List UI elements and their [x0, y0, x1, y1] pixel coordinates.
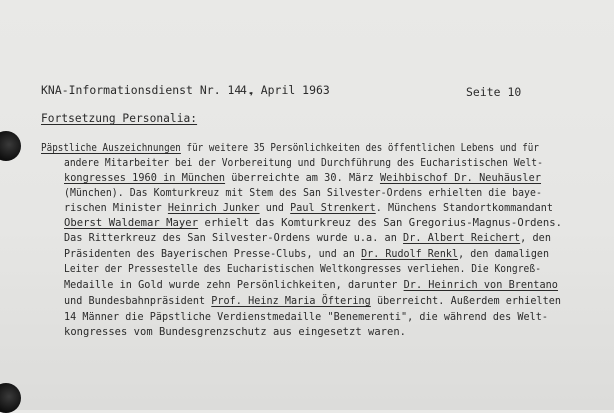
- text-run: für weitere 35 Persönlichkeiten des öffentlichen Lebens und für: [180, 141, 540, 154]
- text-run: überreichte am 30. März: [225, 171, 380, 184]
- underlined-name: Dr. Albert Reichert: [403, 231, 521, 244]
- underlined-name: Paul Strenkert: [290, 201, 376, 214]
- header-publication: KNA-Informationsdienst Nr. 14 ,: [41, 83, 256, 97]
- body-line: [64, 325, 406, 338]
- underlined-name: Prof. Heinz Maria Öftering: [211, 294, 371, 307]
- text-run: Das Ritterkreuz des San Silvester-Ordens wurde u.a. an: [64, 231, 404, 244]
- body-line: [64, 156, 543, 169]
- body-line: [64, 310, 548, 323]
- text-run: (München). Das Komturkreuz mit Stem des San Silvester-Ordens erhielten die baye-: [64, 186, 542, 199]
- body-line: [41, 141, 539, 154]
- text-run: Präsidenten des Bayerischen Presse-Clubs, und an: [64, 247, 362, 260]
- text-run: 14 Männer die Päpstliche Verdienstmedaille "Benemerenti", die während des Welt-: [64, 310, 549, 323]
- body-line: [64, 247, 549, 260]
- text-run: andere Mitarbeiter bei der Vorbereitung und Durchführung des Eucharistischen Welt-: [64, 156, 543, 169]
- text-run: . Münchens Standortkommandant: [375, 201, 553, 214]
- text-run: Medaille in Gold wurde zehn Persönlichkeiten, darunter: [64, 278, 404, 291]
- punch-hole-bottom: [0, 383, 21, 413]
- underlined-name: Dr. Rudolf Renkl: [361, 247, 459, 260]
- header-page-number: Seite 10: [466, 85, 522, 99]
- body-line: [64, 186, 542, 199]
- body-line: [64, 278, 558, 291]
- text-run: , den: [520, 231, 552, 244]
- section-subtitle: Fortsetzung Personalia:: [41, 112, 198, 125]
- body-line: [64, 171, 541, 184]
- text-run: und Bundesbahnpräsident: [64, 294, 212, 307]
- punch-hole-top: [0, 131, 21, 161]
- underlined-name: Weihbischof Dr. Neuhäusler: [379, 171, 542, 184]
- underlined-name: Heinrich Junker: [167, 201, 260, 214]
- text-run: , den damaligen: [458, 247, 550, 260]
- underlined-name: Oberst Waldemar Mayer: [64, 216, 199, 229]
- header-date: 4. April 1963: [240, 83, 330, 97]
- body-line: [64, 216, 562, 229]
- body-line: [64, 262, 541, 275]
- underlined-name: Dr. Heinrich von Brentano: [403, 278, 558, 291]
- text-run: rischen Minister: [64, 201, 168, 214]
- text-run: überreicht. Außerdem erhielten: [370, 294, 562, 307]
- body-line: [64, 231, 551, 244]
- body-line: [64, 201, 553, 214]
- text-run: Leiter der Pressestelle des Eucharistischen Weltkongresses verliehen. Die Kongreß-: [64, 262, 542, 275]
- underlined-name: kongresses 1960 in München: [64, 171, 226, 184]
- text-run: kongresses vom Bundesgrenzschutz aus eingesetzt waren.: [64, 325, 407, 338]
- text-run: erhielt das Komturkreuz des San Gregorius-Magnus-Ordens.: [198, 216, 563, 229]
- underlined-name: Päpstliche Auszeichnungen: [41, 141, 181, 154]
- text-run: und: [259, 201, 291, 214]
- body-line: [64, 294, 561, 307]
